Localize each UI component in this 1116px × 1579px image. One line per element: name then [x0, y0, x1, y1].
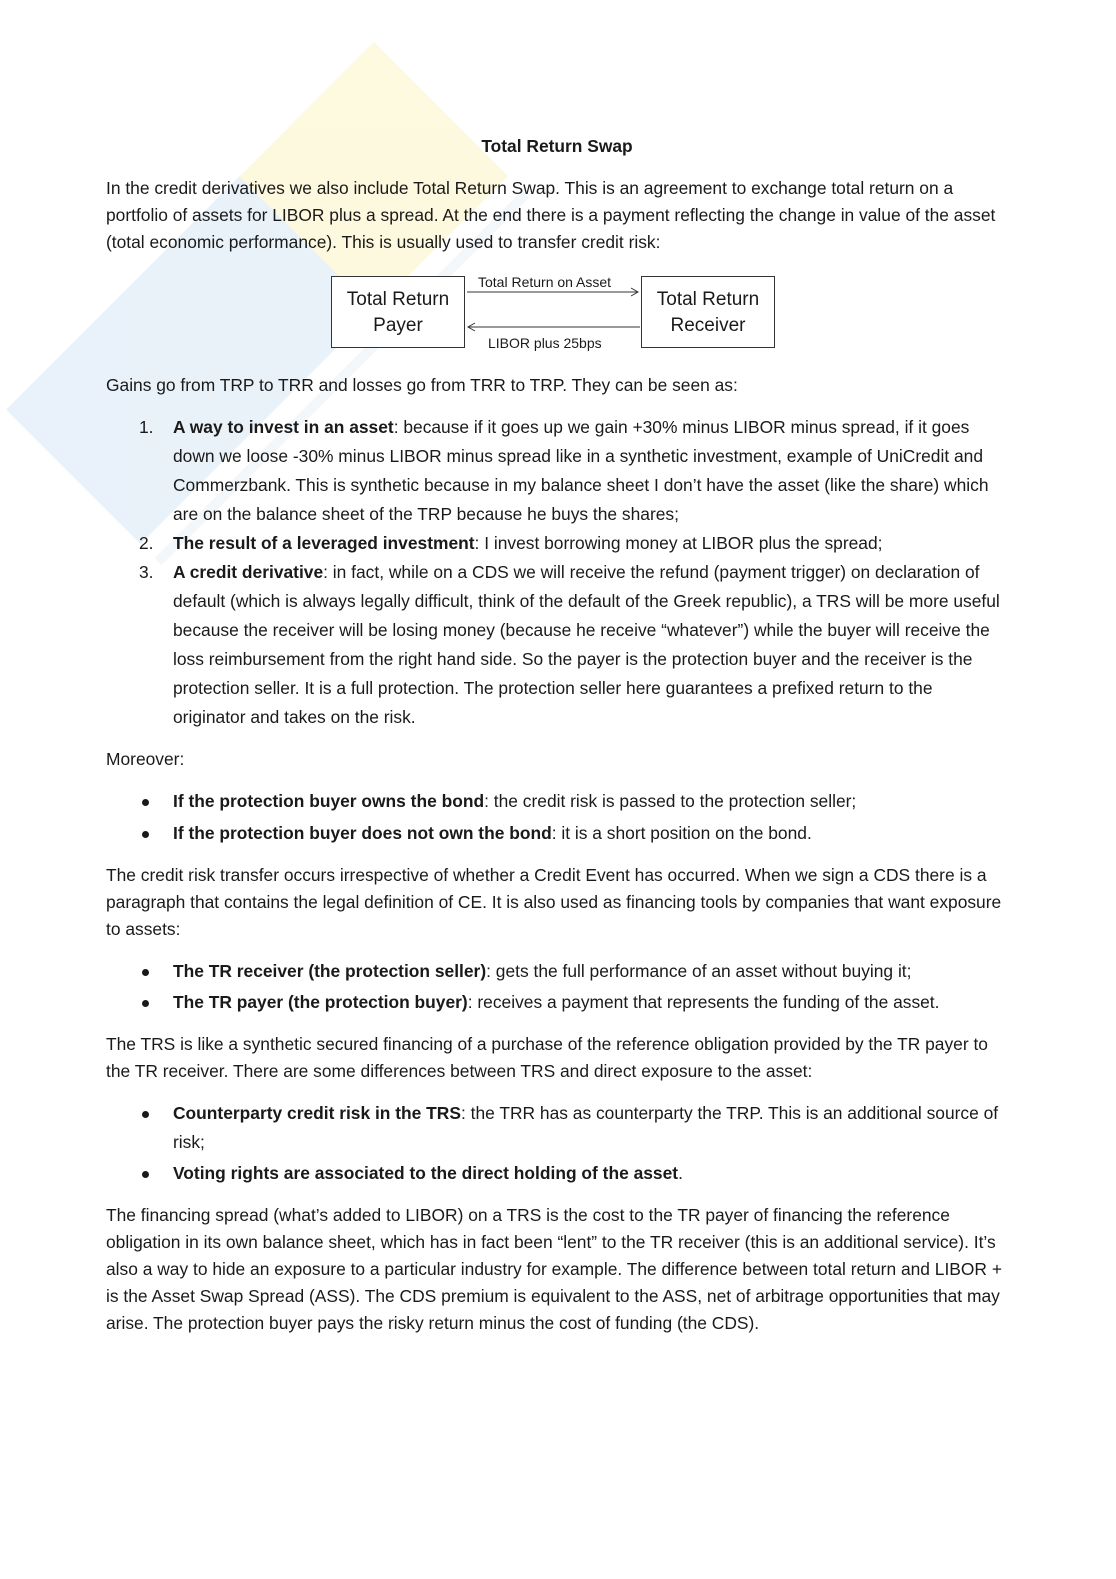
- bullet-icon: [142, 799, 149, 806]
- list-item: [106, 988, 1008, 1017]
- list-item: [106, 558, 1008, 732]
- payer-box: [331, 276, 465, 348]
- item-number: 1.: [139, 417, 154, 437]
- list-item: [106, 1159, 1008, 1188]
- numbered-list: [106, 413, 1008, 732]
- bullet-icon: [142, 1111, 149, 1118]
- item-heading: A way to invest in an asset: [173, 417, 394, 437]
- item-heading: The result of a leveraged investment: [173, 533, 475, 553]
- list-item: [106, 819, 1008, 848]
- item-heading: The TR receiver (the protection seller): [173, 961, 487, 981]
- paragraph-2: The credit risk transfer occurs irrespective of whether a Credit Event has occurred. When we sign a CDS there is a paragraph that contains the legal definition of CE. It is also used as financing tools by companies that want exposure to assets:: [106, 865, 1002, 939]
- item-heading: Voting rights are associated to the direct holding of the asset: [173, 1163, 679, 1183]
- list-item: [106, 1099, 1008, 1157]
- paragraph-4: The financing spread (what’s added to LIBOR) on a TRS is the cost to the TR payer of financing the reference obligation in its own balance sheet, which has in fact been “lent” to the TR receiver (this is an additional service). It’s also a way to hide an exposure to a particular industry for example. The difference between total return and LIBOR + is the Asset Swap Spread (ASS). The CDS premium is equivalent to the ASS, net of arbitrage opportunities that may arise. The protection buyer pays the risky return minus the cost of funding (the CDS).: [106, 1205, 1002, 1333]
- item-number: 2.: [139, 533, 154, 553]
- item-number: 3.: [139, 562, 154, 582]
- list-item: [106, 529, 1008, 558]
- moreover-text: Moreover:: [106, 749, 185, 769]
- receiver-label-1: Total Return: [656, 289, 760, 310]
- list-item: [106, 957, 1008, 986]
- bullet-list-1: [106, 787, 1008, 848]
- list-item: [106, 787, 1008, 816]
- bullet-icon: [142, 969, 149, 976]
- item-text: : the TRR has as counterparty the TRP. This is an additional source of risk;: [173, 1103, 999, 1152]
- page-title: Total Return Swap: [481, 136, 633, 156]
- item-heading: Counterparty credit risk in the TRS: [173, 1103, 461, 1123]
- item-text: : gets the full performance of an asset without buying it;: [486, 961, 912, 981]
- bottom-arrow-label: LIBOR plus 25bps: [488, 335, 602, 351]
- payer-label-2: Payer: [373, 315, 423, 336]
- item-text: : in fact, while on a CDS we will receive the refund (payment trigger) on declaration of default (which is always legally difficult, think of the default of the Greek republic), a TRS will be more useful because the receiver will be losing money (because he receive “whatever”) while the buyer will receive the loss reimbursement from the right hand side. So the payer is the protection buyer and the receiver is the protection seller. It is a full protection. The protection seller here guarantees a prefixed return to the originator and takes on the risk.: [173, 562, 1000, 727]
- receiver-box: [641, 276, 775, 348]
- payer-label-1: Total Return: [346, 289, 450, 310]
- item-heading: If the protection buyer does not own the bond: [173, 823, 552, 843]
- gains-text: Gains go from TRP to TRR and losses go from TRR to TRP. They can be seen as:: [106, 375, 738, 395]
- top-arrow-label: Total Return on Asset: [478, 274, 612, 290]
- bullet-list-2: [106, 957, 1008, 1017]
- item-text: : receives a payment that represents the funding of the asset.: [467, 992, 940, 1012]
- item-text: : the credit risk is passed to the protection seller;: [484, 791, 857, 811]
- item-text: .: [678, 1163, 683, 1183]
- bullet-list-3: [106, 1099, 1008, 1188]
- item-heading: If the protection buyer owns the bond: [173, 791, 485, 811]
- paragraph-3: The TRS is like a synthetic secured financing of a purchase of the reference obligation provided by the TR payer to the TR receiver. There are some differences between TRS and direct exposure to the asset:: [106, 1034, 988, 1081]
- trs-diagram: [331, 276, 777, 352]
- list-item: [106, 413, 1008, 529]
- intro-text: In the credit derivatives we also include Total Return Swap. This is an agreement to exchange total return on a portfolio of assets for LIBOR plus a spread. At the end there is a payment reflecting the change in value of the asset (total economic performance). This is usually used to transfer credit risk:: [106, 178, 996, 252]
- item-heading: The TR payer (the protection buyer): [173, 992, 468, 1012]
- bullet-icon: [142, 1171, 149, 1178]
- receiver-label-2: Receiver: [670, 315, 746, 336]
- item-heading: A credit derivative: [173, 562, 324, 582]
- item-text: : I invest borrowing money at LIBOR plus the spread;: [474, 533, 883, 553]
- bullet-icon: [142, 831, 149, 838]
- item-text: : it is a short position on the bond.: [551, 823, 812, 843]
- item-text: : because if it goes up we gain +30% minus LIBOR minus spread, if it goes down we loose -30% minus LIBOR minus spread like in a synthetic investment, example of UniCredit and Commerzbank. This is synthetic because in my balance sheet I don’t have the asset (like the share) which are on the balance sheet of the TRP because he buys the shares;: [173, 417, 989, 524]
- bullet-icon: [142, 1000, 149, 1007]
